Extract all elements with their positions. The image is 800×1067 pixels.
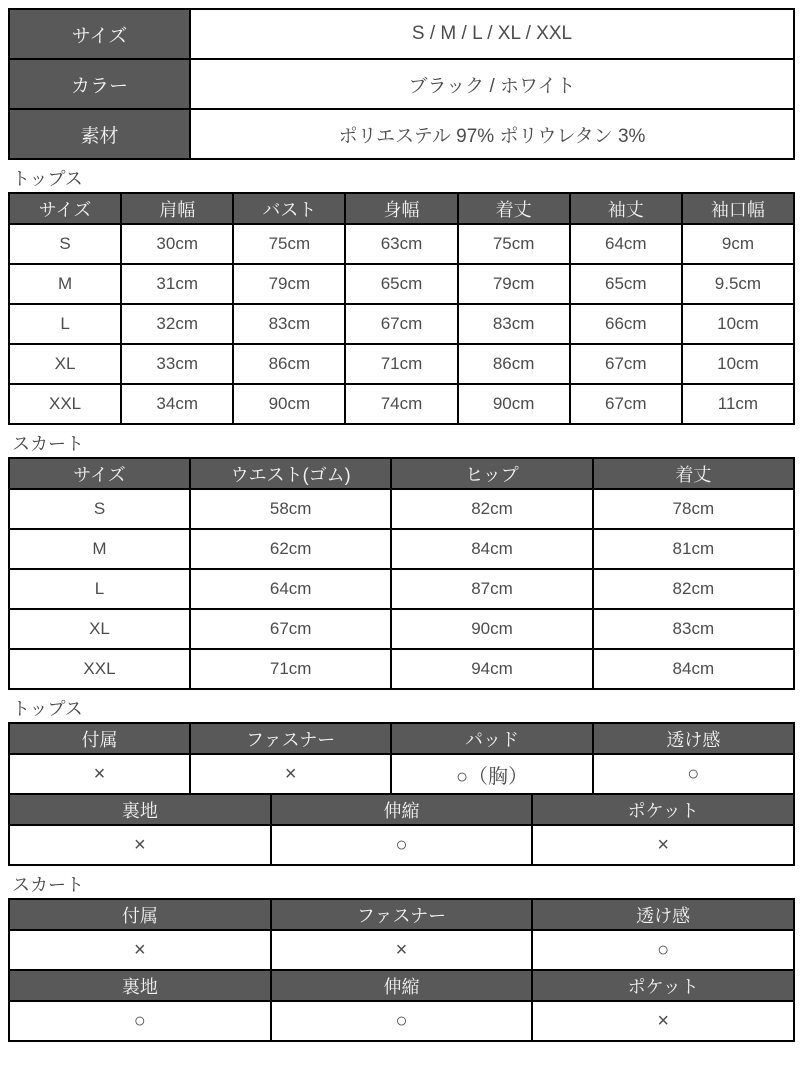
tops-detail-header-cell: ファスナー (190, 723, 391, 754)
tops-size-cell: 75cm (233, 224, 345, 264)
tops-size-cell: 10cm (682, 304, 794, 344)
tops-size-cell: 86cm (458, 344, 570, 384)
tops-detail-mark-cell: × (190, 754, 391, 794)
skirt-size-cell: 94cm (391, 649, 592, 689)
tops-size-cell: 30cm (121, 224, 233, 264)
tops-size-cell: 10cm (682, 344, 794, 384)
tops-size-cell: 74cm (345, 384, 457, 424)
table-row (9, 344, 794, 384)
skirt-size-cell: 64cm (190, 569, 391, 609)
skirt-size-header-cell: ヒップ (391, 458, 592, 489)
skirt-details-table-upper (8, 898, 795, 971)
info-row (9, 9, 794, 59)
tops-detail-header-cell: パッド (391, 723, 592, 754)
skirt-size-header-cell: ウエスト(ゴム) (190, 458, 391, 489)
tops-size-cell: XL (9, 344, 121, 384)
skirt-size-cell: 84cm (593, 649, 794, 689)
tops-size-cell: 34cm (121, 384, 233, 424)
info-value: ブラック / ホワイト (190, 59, 794, 109)
skirt-size-cell: 78cm (593, 489, 794, 529)
skirt-size-cell: 81cm (593, 529, 794, 569)
tops-size-header-cell: サイズ (9, 193, 121, 224)
tops-size-cell: 11cm (682, 384, 794, 424)
skirt-detail-mark-cell: ○ (532, 930, 794, 970)
skirt-size-cell: 83cm (593, 609, 794, 649)
header-row (9, 899, 794, 930)
skirt-size-header-cell: 着丈 (593, 458, 794, 489)
tops-size-table (8, 192, 795, 425)
tops-size-cell: 83cm (458, 304, 570, 344)
tops-size-header-cell: 肩幅 (121, 193, 233, 224)
section-title-tops-details: トップス (12, 699, 83, 719)
tops-detail-mark-cell: × (9, 754, 190, 794)
info-label: 素材 (9, 109, 190, 159)
tops-size-cell: 9.5cm (682, 264, 794, 304)
tops-size-cell: 65cm (570, 264, 682, 304)
tops-size-cell: 90cm (458, 384, 570, 424)
skirt-size-cell: 82cm (593, 569, 794, 609)
info-value: ポリエステル 97% ポリウレタン 3% (190, 109, 794, 159)
skirt-detail-mark-cell: × (271, 930, 533, 970)
skirt-size-cell: 87cm (391, 569, 592, 609)
skirt-size-table (8, 457, 795, 690)
tops-detail-header-cell: ポケット (532, 794, 794, 825)
tops-detail-header-cell: 透け感 (593, 723, 794, 754)
skirt-size-cell: 67cm (190, 609, 391, 649)
skirt-detail-header-cell: 裏地 (9, 970, 271, 1001)
info-value: S / M / L / XL / XXL (190, 9, 794, 59)
tops-size-cell: 65cm (345, 264, 457, 304)
tops-size-cell: 79cm (233, 264, 345, 304)
header-row (9, 794, 794, 825)
tops-size-cell: 67cm (570, 344, 682, 384)
tops-size-cell: 90cm (233, 384, 345, 424)
skirt-size-cell: M (9, 529, 190, 569)
tops-size-header-cell: 着丈 (458, 193, 570, 224)
tops-size-cell: 63cm (345, 224, 457, 264)
tops-detail-mark-cell: × (532, 825, 794, 865)
info-row (9, 59, 794, 109)
product-info-table (8, 8, 795, 160)
table-row (9, 825, 794, 865)
table-row (9, 754, 794, 794)
tops-detail-mark-cell: ○ (593, 754, 794, 794)
skirt-detail-header-cell: 透け感 (532, 899, 794, 930)
skirt-detail-header-cell: ポケット (532, 970, 794, 1001)
header-row (9, 458, 794, 489)
table-row (9, 1001, 794, 1041)
tops-size-cell: L (9, 304, 121, 344)
skirt-size-cell: XL (9, 609, 190, 649)
table-row (9, 609, 794, 649)
tops-details-table-upper (8, 722, 795, 795)
header-row (9, 970, 794, 1001)
table-row (9, 569, 794, 609)
table-row (9, 649, 794, 689)
skirt-detail-header-cell: 伸縮 (271, 970, 533, 1001)
tops-size-cell: 64cm (570, 224, 682, 264)
tops-size-cell: 67cm (570, 384, 682, 424)
table-row (9, 224, 794, 264)
tops-detail-header-cell: 付属 (9, 723, 190, 754)
info-row (9, 109, 794, 159)
tops-size-cell: 71cm (345, 344, 457, 384)
tops-size-cell: 33cm (121, 344, 233, 384)
tops-size-cell: 83cm (233, 304, 345, 344)
tops-size-cell: 79cm (458, 264, 570, 304)
skirt-detail-mark-cell: ○ (9, 1001, 271, 1041)
header-row (9, 193, 794, 224)
skirt-detail-header-cell: ファスナー (271, 899, 533, 930)
table-row (9, 930, 794, 970)
tops-size-cell: 66cm (570, 304, 682, 344)
tops-size-cell: M (9, 264, 121, 304)
skirt-detail-mark-cell: ○ (271, 1001, 533, 1041)
skirt-size-cell: S (9, 489, 190, 529)
tops-size-header-cell: 袖丈 (570, 193, 682, 224)
tops-size-cell: S (9, 224, 121, 264)
skirt-detail-mark-cell: × (9, 930, 271, 970)
table-row (9, 304, 794, 344)
skirt-size-cell: 71cm (190, 649, 391, 689)
skirt-size-cell: L (9, 569, 190, 609)
table-row (9, 384, 794, 424)
info-label: サイズ (9, 9, 190, 59)
tops-detail-header-cell: 伸縮 (271, 794, 533, 825)
skirt-size-header-cell: サイズ (9, 458, 190, 489)
skirt-size-cell: 62cm (190, 529, 391, 569)
tops-size-cell: 67cm (345, 304, 457, 344)
tops-size-header-cell: 袖口幅 (682, 193, 794, 224)
tops-detail-mark-cell: ○ (271, 825, 533, 865)
info-label: カラー (9, 59, 190, 109)
skirt-size-cell: 84cm (391, 529, 592, 569)
skirt-detail-header-cell: 付属 (9, 899, 271, 930)
tops-detail-mark-cell: ○（胸） (391, 754, 592, 794)
skirt-size-cell: 58cm (190, 489, 391, 529)
section-title-skirt-size: スカート (12, 434, 84, 454)
tops-size-cell: 9cm (682, 224, 794, 264)
table-row (9, 264, 794, 304)
table-row (9, 489, 794, 529)
skirt-size-cell: XXL (9, 649, 190, 689)
tops-detail-header-cell: 裏地 (9, 794, 271, 825)
section-title-tops-size: トップス (12, 169, 83, 189)
tops-size-cell: 32cm (121, 304, 233, 344)
skirt-size-cell: 90cm (391, 609, 592, 649)
tops-size-cell: XXL (9, 384, 121, 424)
tops-detail-mark-cell: × (9, 825, 271, 865)
tops-size-cell: 31cm (121, 264, 233, 304)
tops-size-cell: 86cm (233, 344, 345, 384)
skirt-details-table-lower (8, 969, 795, 1042)
section-title-skirt-details: スカート (12, 875, 84, 895)
tops-details-table-lower (8, 793, 795, 866)
skirt-size-cell: 82cm (391, 489, 592, 529)
skirt-detail-mark-cell: × (532, 1001, 794, 1041)
tops-size-cell: 75cm (458, 224, 570, 264)
table-row (9, 529, 794, 569)
tops-size-header-cell: バスト (233, 193, 345, 224)
header-row (9, 723, 794, 754)
tops-size-header-cell: 身幅 (345, 193, 457, 224)
